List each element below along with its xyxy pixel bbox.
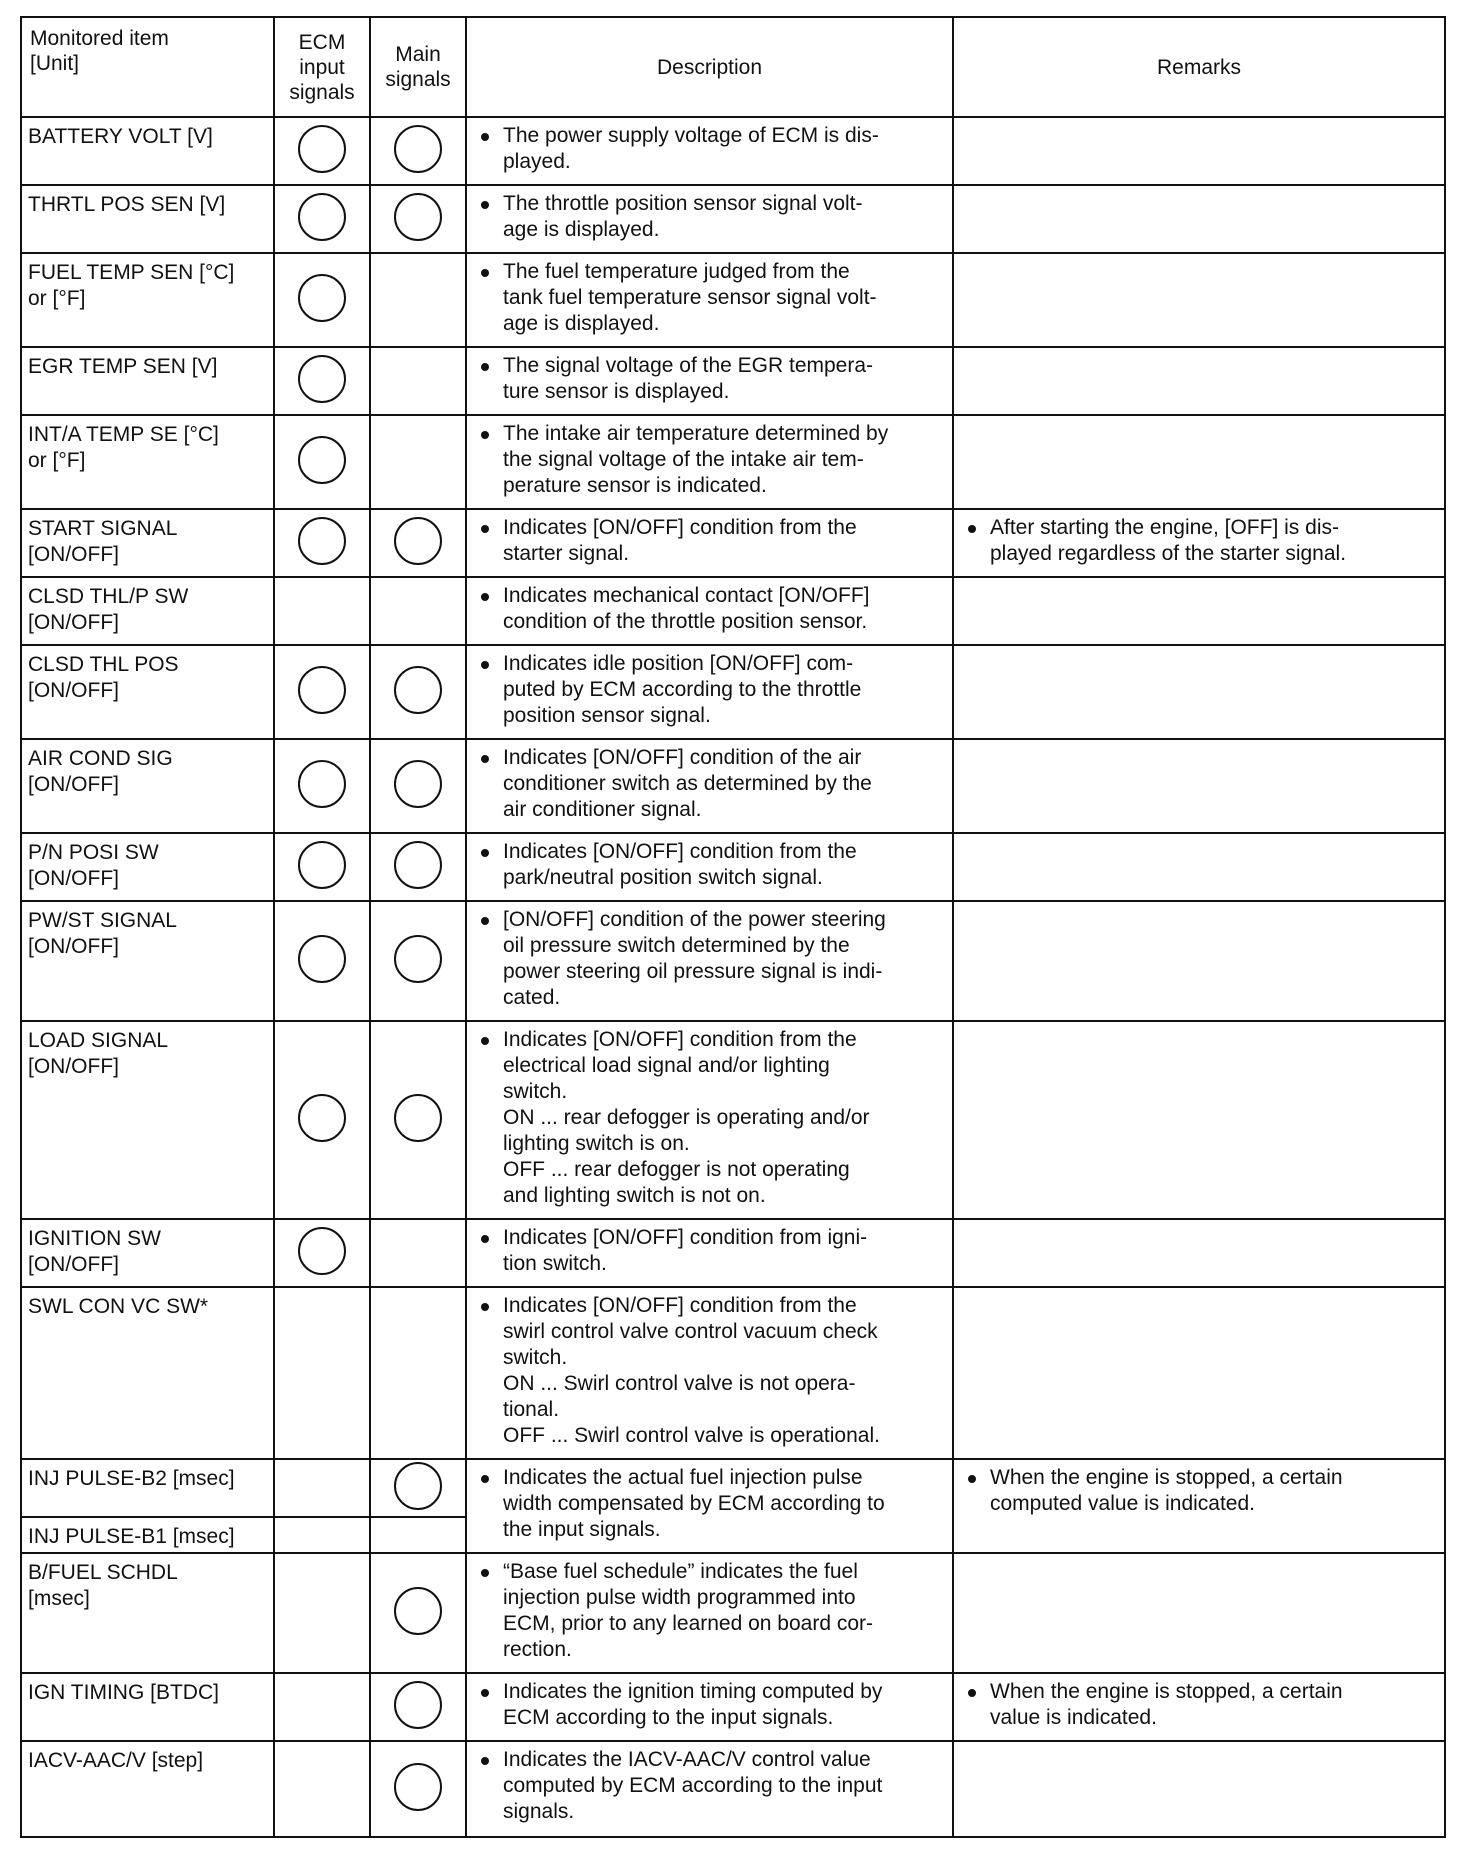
ecm-input-cell (274, 1021, 370, 1219)
table-row (21, 833, 1445, 901)
main-signal-cell (370, 347, 466, 415)
description: Indicates [ON/OFF] condition from the swirl control valve control vacuum check switch. ON ... Swirl control valve is not opera- tional. OFF ... Swirl control valve is operational. (466, 1287, 953, 1459)
main-signal-cell (370, 509, 466, 577)
ecm-input-cell (274, 645, 370, 739)
main-signal-cell (370, 1673, 466, 1741)
main-signal-cell (370, 739, 466, 833)
monitored-item: INJ PULSE-B1 [msec] (21, 1517, 274, 1553)
monitored-item: LOAD SIGNAL [ON/OFF] (21, 1021, 274, 1219)
monitored-item: BATTERY VOLT [V] (21, 117, 274, 185)
remarks (953, 1021, 1445, 1219)
main-signal-cell (370, 1219, 466, 1287)
main-signal-cell (370, 117, 466, 185)
main-signal-cell (370, 185, 466, 253)
description: Indicates [ON/OFF] condition from the park/neutral position switch signal. (466, 833, 953, 901)
description: Indicates the IACV-AAC/V control value computed by ECM according to the input signals. (466, 1741, 953, 1837)
circle-mark-icon (394, 1094, 442, 1142)
ecm-input-cell (274, 117, 370, 185)
remarks: When the engine is stopped, a certain value is indicated. (953, 1673, 1445, 1741)
ecm-input-cell (274, 347, 370, 415)
remarks (953, 1219, 1445, 1287)
header-main-signals: Main signals (370, 17, 466, 117)
remarks (953, 901, 1445, 1021)
circle-mark-icon (394, 841, 442, 889)
monitored-item: START SIGNAL [ON/OFF] (21, 509, 274, 577)
ecm-input-cell (274, 901, 370, 1021)
table-row (21, 117, 1445, 185)
ecm-input-cell (274, 415, 370, 509)
remarks (953, 117, 1445, 185)
circle-mark-icon (394, 193, 442, 241)
table-row (21, 1673, 1445, 1741)
main-signal-cell (370, 1287, 466, 1459)
main-signal-cell (370, 253, 466, 347)
monitored-item: THRTL POS SEN [V] (21, 185, 274, 253)
ecm-input-cell (274, 1741, 370, 1837)
main-signal-cell (370, 415, 466, 509)
table-row (21, 1459, 1445, 1517)
remarks (953, 347, 1445, 415)
table-row (21, 1219, 1445, 1287)
ecm-input-cell (274, 833, 370, 901)
description: Indicates the actual fuel injection pulse width compensated by ECM according to the input signals. (466, 1459, 953, 1553)
ecm-input-cell (274, 1673, 370, 1741)
circle-mark-icon (394, 1462, 442, 1510)
monitor-table (20, 16, 1446, 1838)
ecm-input-cell (274, 739, 370, 833)
monitored-item: EGR TEMP SEN [V] (21, 347, 274, 415)
monitored-item: IGNITION SW [ON/OFF] (21, 1219, 274, 1287)
monitored-item: IGN TIMING [BTDC] (21, 1673, 274, 1741)
monitored-item: SWL CON VC SW* (21, 1287, 274, 1459)
header-ecm-input-signals: ECM input signals (274, 17, 370, 117)
table-row (21, 415, 1445, 509)
remarks (953, 415, 1445, 509)
monitored-item: FUEL TEMP SEN [°C] or [°F] (21, 253, 274, 347)
circle-mark-icon (298, 125, 346, 173)
remarks (953, 1287, 1445, 1459)
remarks (953, 1741, 1445, 1837)
description: Indicates [ON/OFF] condition from the electrical load signal and/or lighting switch. ON ... rear defogger is operating and/or lighting switch is on. OFF ... rear defogger is not operating and lighting switch is not on. (466, 1021, 953, 1219)
header-description: Description (466, 17, 953, 117)
description: Indicates [ON/OFF] condition from the starter signal. (466, 509, 953, 577)
monitored-item: CLSD THL/P SW [ON/OFF] (21, 577, 274, 645)
circle-mark-icon (394, 125, 442, 173)
header-monitored-item: Monitored item [Unit] (21, 17, 274, 117)
circle-mark-icon (394, 517, 442, 565)
circle-mark-icon (298, 436, 346, 484)
main-signal-cell (370, 577, 466, 645)
circle-mark-icon (298, 274, 346, 322)
ecm-input-cell (274, 509, 370, 577)
header-remarks: Remarks (953, 17, 1445, 117)
main-signal-cell (370, 1741, 466, 1837)
main-signal-cell (370, 901, 466, 1021)
monitored-item: P/N POSI SW [ON/OFF] (21, 833, 274, 901)
circle-mark-icon (298, 193, 346, 241)
description: [ON/OFF] condition of the power steering oil pressure switch determined by the power steering oil pressure signal is indi- cated. (466, 901, 953, 1021)
main-signal-cell (370, 833, 466, 901)
circle-mark-icon (298, 935, 346, 983)
table-row (21, 901, 1445, 1021)
table-row (21, 645, 1445, 739)
circle-mark-icon (298, 355, 346, 403)
monitored-item: PW/ST SIGNAL [ON/OFF] (21, 901, 274, 1021)
remarks (953, 833, 1445, 901)
monitored-item: INJ PULSE-B2 [msec] (21, 1459, 274, 1517)
ecm-input-cell (274, 577, 370, 645)
main-signal-cell (370, 1517, 466, 1553)
circle-mark-icon (298, 1094, 346, 1142)
description: The fuel temperature judged from the tank fuel temperature sensor signal volt- age is displayed. (466, 253, 953, 347)
circle-mark-icon (298, 666, 346, 714)
ecm-input-cell (274, 185, 370, 253)
main-signal-cell (370, 1021, 466, 1219)
table-row (21, 185, 1445, 253)
table-row (21, 1287, 1445, 1459)
description: “Base fuel schedule” indicates the fuel injection pulse width programmed into ECM, prior to any learned on board cor- rection. (466, 1553, 953, 1673)
circle-mark-icon (298, 841, 346, 889)
circle-mark-icon (394, 1587, 442, 1635)
circle-mark-icon (394, 760, 442, 808)
circle-mark-icon (394, 1681, 442, 1729)
ecm-input-cell (274, 1517, 370, 1553)
description: The signal voltage of the EGR tempera- ture sensor is displayed. (466, 347, 953, 415)
circle-mark-icon (394, 666, 442, 714)
ecm-input-cell (274, 253, 370, 347)
header-row (21, 17, 1445, 117)
circle-mark-icon (298, 1227, 346, 1275)
table-row (21, 1553, 1445, 1673)
ecm-input-cell (274, 1459, 370, 1517)
description: Indicates [ON/OFF] condition of the air conditioner switch as determined by the air conditioner signal. (466, 739, 953, 833)
monitored-item: B/FUEL SCHDL [msec] (21, 1553, 274, 1673)
remarks (953, 577, 1445, 645)
description: The power supply voltage of ECM is dis- played. (466, 117, 953, 185)
monitored-item: CLSD THL POS [ON/OFF] (21, 645, 274, 739)
circle-mark-icon (394, 1763, 442, 1811)
table-row (21, 739, 1445, 833)
remarks (953, 645, 1445, 739)
monitored-item: AIR COND SIG [ON/OFF] (21, 739, 274, 833)
description: The intake air temperature determined by the signal voltage of the intake air tem- perature sensor is indicated. (466, 415, 953, 509)
remarks (953, 185, 1445, 253)
remarks (953, 253, 1445, 347)
description: The throttle position sensor signal volt- age is displayed. (466, 185, 953, 253)
remarks: After starting the engine, [OFF] is dis- played regardless of the starter signal. (953, 509, 1445, 577)
table-row (21, 577, 1445, 645)
main-signal-cell (370, 1459, 466, 1517)
table-row (21, 253, 1445, 347)
table-row (21, 347, 1445, 415)
table-row (21, 1021, 1445, 1219)
monitored-item: IACV-AAC/V [step] (21, 1741, 274, 1837)
remarks (953, 1553, 1445, 1673)
table-row (21, 509, 1445, 577)
description: Indicates mechanical contact [ON/OFF] condition of the throttle position sensor. (466, 577, 953, 645)
table-row (21, 1741, 1445, 1837)
description: Indicates idle position [ON/OFF] com- puted by ECM according to the throttle position sensor signal. (466, 645, 953, 739)
ecm-input-cell (274, 1553, 370, 1673)
description: Indicates [ON/OFF] condition from igni- tion switch. (466, 1219, 953, 1287)
ecm-input-cell (274, 1219, 370, 1287)
main-signal-cell (370, 1553, 466, 1673)
ecm-input-cell (274, 1287, 370, 1459)
description: Indicates the ignition timing computed by ECM according to the input signals. (466, 1673, 953, 1741)
circle-mark-icon (298, 517, 346, 565)
main-signal-cell (370, 645, 466, 739)
monitored-item: INT/A TEMP SE [°C] or [°F] (21, 415, 274, 509)
remarks (953, 739, 1445, 833)
remarks: When the engine is stopped, a certain computed value is indicated. (953, 1459, 1445, 1553)
circle-mark-icon (298, 760, 346, 808)
circle-mark-icon (394, 935, 442, 983)
